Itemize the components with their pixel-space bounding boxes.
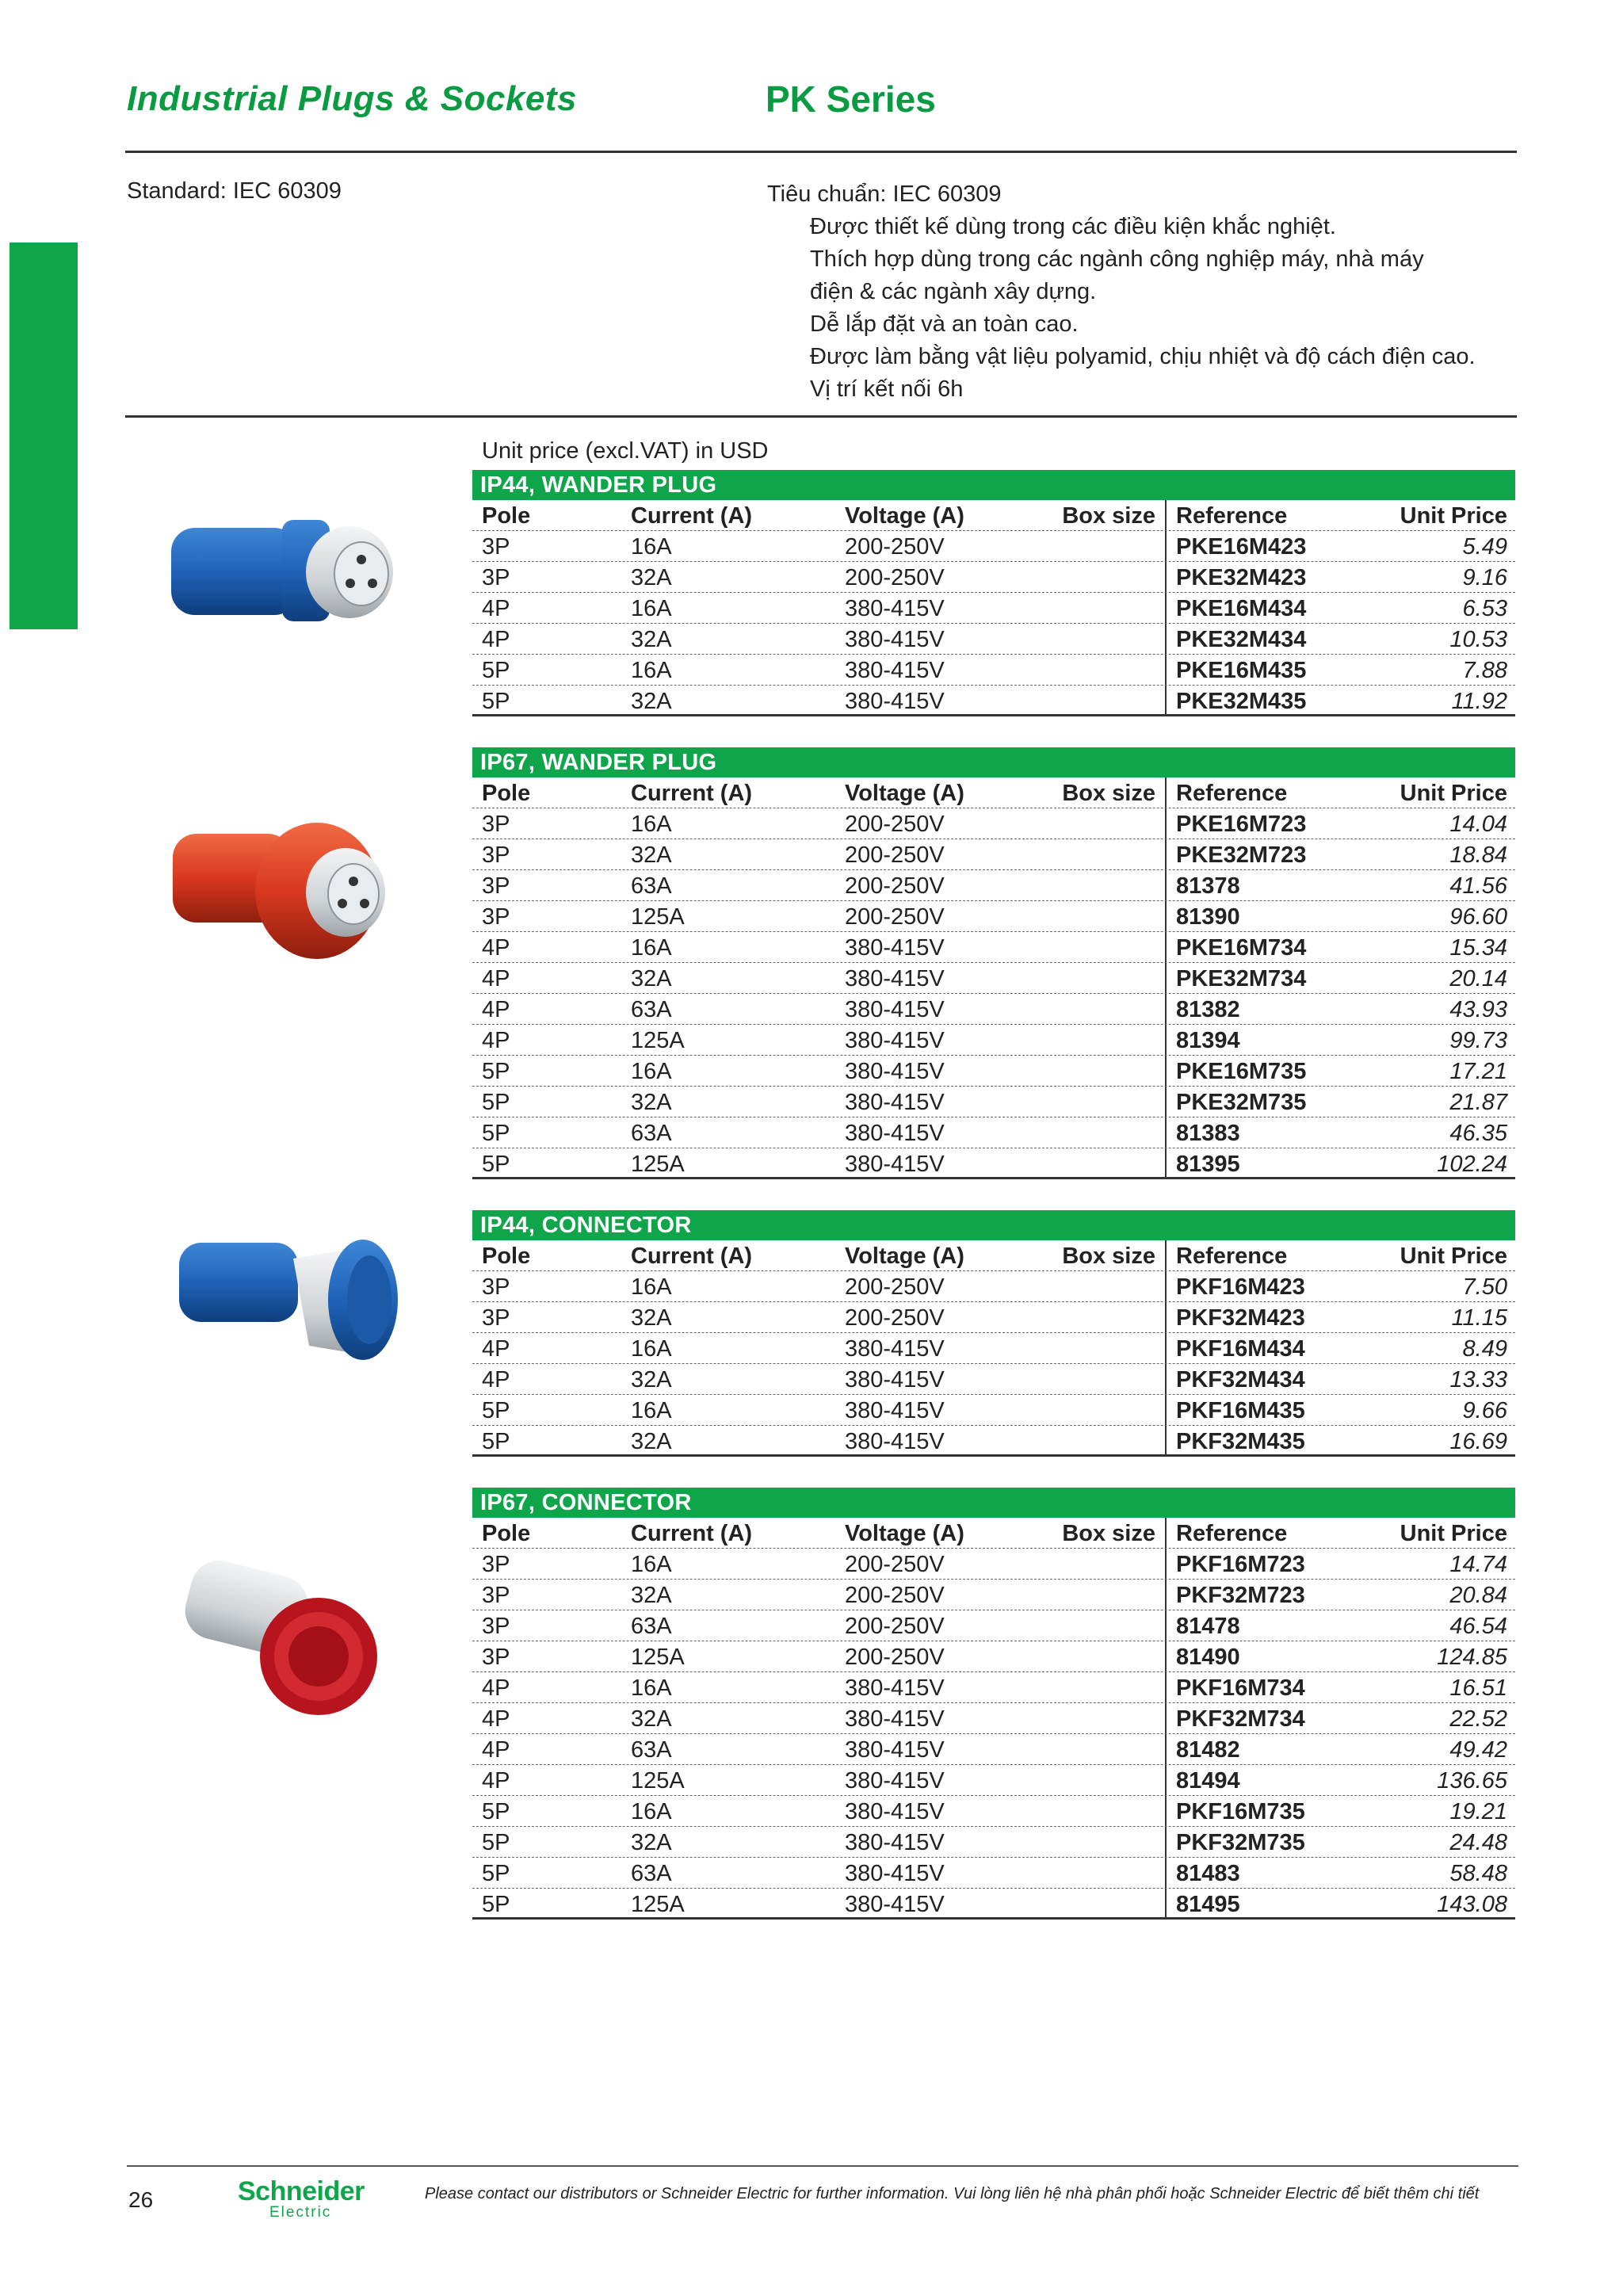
blue-connector-image [174,1227,404,1373]
current-cell: 125A [631,1152,685,1177]
table-body [472,531,1515,716]
current-cell: 63A [631,1737,672,1763]
reference-cell: PKE32M435 [1176,689,1307,714]
section-title: IP44, CONNECTOR [472,1210,1515,1240]
price-cell: 6.53 [1462,596,1507,621]
pole-cell: 5P [482,1398,510,1423]
reference-cell: 81478 [1176,1614,1240,1639]
col-pole: Pole [482,1521,531,1546]
reference-cell: PKE16M423 [1176,534,1307,560]
voltage-cell: 200-250V [845,1552,945,1577]
price-cell: 5.49 [1462,534,1507,560]
price-cell: 14.74 [1449,1552,1507,1577]
pole-cell: 3P [482,812,510,837]
col-reference: Reference [1176,1244,1288,1269]
table-row [472,870,1515,901]
price-cell: 16.69 [1449,1429,1507,1454]
current-cell: 125A [631,904,685,930]
voltage-cell: 200-250V [845,842,945,868]
voltage-cell: 380-415V [845,1768,945,1794]
voltage-cell: 380-415V [845,1799,945,1824]
voltage-cell: 200-250V [845,1645,945,1670]
voltage-cell: 200-250V [845,565,945,590]
pole-cell: 3P [482,1614,510,1639]
table-row [472,1364,1515,1395]
price-cell: 13.33 [1449,1367,1507,1392]
price-cell: 58.48 [1449,1861,1507,1886]
price-cell: 24.48 [1449,1830,1507,1855]
price-cell: 43.93 [1449,997,1507,1022]
pole-cell: 3P [482,1645,510,1670]
voltage-cell: 380-415V [845,997,945,1022]
current-cell: 16A [631,1059,672,1084]
current-cell: 32A [631,1429,672,1454]
voltage-cell: 380-415V [845,627,945,652]
voltage-cell: 380-415V [845,1737,945,1763]
current-cell: 16A [631,658,672,683]
table-row [472,1703,1515,1734]
table-row [472,1610,1515,1641]
current-cell: 16A [631,596,672,621]
col-box-size: Box size [1062,1521,1155,1546]
price-cell: 46.35 [1449,1121,1507,1146]
table-row [472,1672,1515,1703]
table-row [472,686,1515,716]
reference-cell: PKF16M734 [1176,1675,1305,1701]
current-cell: 125A [631,1645,685,1670]
pole-cell: 4P [482,1706,510,1732]
col-voltage: Voltage (A) [845,1521,964,1546]
red-wander-plug-image [166,815,404,969]
current-cell: 16A [631,1552,672,1577]
vn-feature-line: Được làm bằng vật liệu polyamid, chịu nhiệt và độ cách điện cao. [810,344,1476,369]
voltage-cell: 200-250V [845,873,945,899]
voltage-cell: 380-415V [845,1336,945,1362]
price-cell: 20.14 [1449,966,1507,991]
col-reference: Reference [1176,1521,1288,1546]
col-unit-price: Unit Price [1400,503,1507,529]
reference-cell: 81394 [1176,1028,1240,1053]
col-voltage: Voltage (A) [845,503,964,529]
reference-cell: PKE32M434 [1176,627,1307,652]
current-cell: 32A [631,627,672,652]
pole-cell: 4P [482,935,510,961]
current-cell: 32A [631,966,672,991]
col-reference: Reference [1176,503,1288,529]
reference-cell: PKE32M734 [1176,966,1307,991]
price-cell: 21.87 [1449,1090,1507,1115]
current-cell: 32A [631,1830,672,1855]
reference-cell: PKF16M723 [1176,1552,1305,1577]
voltage-cell: 380-415V [845,1121,945,1146]
current-cell: 32A [631,1090,672,1115]
voltage-cell: 380-415V [845,1706,945,1732]
reference-cell: PKE32M723 [1176,842,1307,868]
reference-cell: 81395 [1176,1152,1240,1177]
col-current: Current (A) [631,781,753,806]
footer-rule [127,2165,1518,2167]
current-cell: 16A [631,1274,672,1300]
pole-cell: 4P [482,627,510,652]
current-cell: 63A [631,1121,672,1146]
logo-sub: Electric [269,2204,332,2221]
table-row [472,1796,1515,1827]
price-cell: 41.56 [1449,873,1507,899]
current-cell: 16A [631,1675,672,1701]
section-ip44-connector [472,1210,1515,1457]
current-cell: 32A [631,1706,672,1732]
current-cell: 63A [631,1861,672,1886]
reference-cell: PKF32M735 [1176,1830,1305,1855]
vn-feature-line: điện & các ngành xây dựng. [810,279,1097,304]
current-cell: 32A [631,1305,672,1331]
table-row [472,901,1515,932]
col-current: Current (A) [631,503,753,529]
reference-cell: PKF32M423 [1176,1305,1305,1331]
footer-contact-note: Please contact our distributors or Schneider Electric for further information. Vui lòng liên hệ nhà phân phối hoặc Schneider Electric để biết thêm chi tiết [425,2185,1480,2202]
col-box-size: Box size [1062,1244,1155,1269]
price-cell: 14.04 [1449,812,1507,837]
table-row [472,994,1515,1025]
current-cell: 63A [631,997,672,1022]
section-title: IP67, CONNECTOR [472,1488,1515,1518]
reference-cell: PKE32M423 [1176,565,1307,590]
reference-cell: 81383 [1176,1121,1240,1146]
col-current: Current (A) [631,1244,753,1269]
pole-cell: 5P [482,1861,510,1886]
pole-cell: 5P [482,1799,510,1824]
pole-cell: 3P [482,1583,510,1608]
voltage-cell: 380-415V [845,1861,945,1886]
table-header-row [472,1518,1515,1549]
current-cell: 125A [631,1028,685,1053]
price-note: Unit price (excl.VAT) in USD [482,438,769,464]
voltage-cell: 380-415V [845,1152,945,1177]
table-row [472,1117,1515,1148]
pole-cell: 3P [482,842,510,868]
table-header-row [472,777,1515,808]
current-cell: 16A [631,534,672,560]
pole-cell: 3P [482,565,510,590]
reference-cell: 81390 [1176,904,1240,930]
voltage-cell: 380-415V [845,1028,945,1053]
table-row [472,1056,1515,1087]
price-cell: 20.84 [1449,1583,1507,1608]
reference-cell: 81378 [1176,873,1240,899]
reference-cell: 81490 [1176,1645,1240,1670]
side-section-tab [10,243,78,629]
vn-feature-line: Vị trí kết nối 6h [810,376,964,402]
vn-feature-line: Được thiết kế dùng trong các điều kiện khắc nghiệt. [810,214,1336,239]
section-ip67-wander-plug [472,747,1515,1179]
standard-english: Standard: IEC 60309 [127,178,342,204]
voltage-cell: 200-250V [845,1614,945,1639]
current-cell: 16A [631,1336,672,1362]
pole-cell: 5P [482,1090,510,1115]
pole-cell: 4P [482,997,510,1022]
table-row [472,1395,1515,1426]
table-row [472,624,1515,655]
price-cell: 18.84 [1449,842,1507,868]
vn-feature-line: Dễ lắp đặt và an toàn cao. [810,311,1079,337]
reference-cell: PKF32M734 [1176,1706,1305,1732]
pole-cell: 4P [482,1336,510,1362]
table-header-row [472,1240,1515,1271]
voltage-cell: 200-250V [845,534,945,560]
vn-standard: Tiêu chuẩn: IEC 60309 [767,181,1002,207]
table-row [472,562,1515,593]
reference-cell: 81382 [1176,997,1240,1022]
voltage-cell: 200-250V [845,1583,945,1608]
table-row [472,1087,1515,1117]
current-cell: 32A [631,1367,672,1392]
current-cell: 63A [631,873,672,899]
reference-cell: 81494 [1176,1768,1240,1794]
table-row [472,1889,1515,1920]
table-body [472,1549,1515,1920]
voltage-cell: 380-415V [845,1090,945,1115]
pole-cell: 4P [482,1367,510,1392]
vn-feature-line: Thích hợp dùng trong các ngành công nghiệp máy, nhà máy [810,246,1424,272]
reference-cell: 81495 [1176,1892,1240,1917]
table-row [472,1580,1515,1610]
col-box-size: Box size [1062,503,1155,529]
pole-cell: 4P [482,1028,510,1053]
pole-cell: 4P [482,596,510,621]
page-title: Industrial Plugs & Sockets [127,79,578,118]
col-pole: Pole [482,503,531,529]
reference-cell: PKF16M735 [1176,1799,1305,1824]
reference-cell: PKE16M435 [1176,658,1307,683]
voltage-cell: 380-415V [845,1892,945,1917]
voltage-cell: 380-415V [845,689,945,714]
voltage-cell: 380-415V [845,596,945,621]
current-cell: 16A [631,935,672,961]
pole-cell: 4P [482,1768,510,1794]
pole-cell: 5P [482,658,510,683]
price-cell: 143.08 [1437,1892,1507,1917]
reference-cell: PKE32M735 [1176,1090,1307,1115]
table-row [472,1025,1515,1056]
voltage-cell: 380-415V [845,966,945,991]
table-row [472,1734,1515,1765]
price-cell: 17.21 [1449,1059,1507,1084]
pole-cell: 5P [482,1892,510,1917]
current-cell: 16A [631,1799,672,1824]
table-body [472,808,1515,1179]
price-cell: 9.16 [1462,565,1507,590]
pole-cell: 4P [482,1737,510,1763]
col-box-size: Box size [1062,781,1155,806]
reference-cell: PKF16M423 [1176,1274,1305,1300]
table-row [472,1549,1515,1580]
table-row [472,1765,1515,1796]
table-body [472,1271,1515,1457]
col-unit-price: Unit Price [1400,1521,1507,1546]
voltage-cell: 200-250V [845,1305,945,1331]
col-current: Current (A) [631,1521,753,1546]
red-connector-image [182,1552,388,1722]
pole-cell: 3P [482,1305,510,1331]
series-title: PK Series [766,78,936,120]
price-cell: 22.52 [1449,1706,1507,1732]
section-ip44-wander-plug [472,470,1515,716]
vietnamese-description [767,178,1476,406]
current-cell: 125A [631,1892,685,1917]
col-reference: Reference [1176,781,1288,806]
reference-cell: PKF16M434 [1176,1336,1305,1362]
price-cell: 16.51 [1449,1675,1507,1701]
pole-cell: 3P [482,1274,510,1300]
price-cell: 102.24 [1437,1152,1507,1177]
price-cell: 9.66 [1462,1398,1507,1423]
table-row [472,531,1515,562]
table-row [472,1858,1515,1889]
section-title: IP44, WANDER PLUG [472,470,1515,500]
table-row [472,655,1515,686]
reference-cell: PKE16M734 [1176,935,1307,961]
current-cell: 125A [631,1768,685,1794]
reference-cell: PKF16M435 [1176,1398,1305,1423]
table-row [472,808,1515,839]
voltage-cell: 200-250V [845,1274,945,1300]
pole-cell: 3P [482,873,510,899]
table-row [472,1271,1515,1302]
section-ip67-connector [472,1488,1515,1920]
voltage-cell: 380-415V [845,935,945,961]
table-row [472,1302,1515,1333]
table-row [472,839,1515,870]
reference-cell: 81482 [1176,1737,1240,1763]
current-cell: 16A [631,1398,672,1423]
current-cell: 32A [631,842,672,868]
price-cell: 19.21 [1449,1799,1507,1824]
current-cell: 32A [631,565,672,590]
table-row [472,1333,1515,1364]
section-title: IP67, WANDER PLUG [472,747,1515,777]
col-pole: Pole [482,781,531,806]
reference-cell: PKF32M723 [1176,1583,1305,1608]
col-unit-price: Unit Price [1400,781,1507,806]
table-row [472,932,1515,963]
price-cell: 136.65 [1437,1768,1507,1794]
reference-cell: PKF32M434 [1176,1367,1305,1392]
price-cell: 49.42 [1449,1737,1507,1763]
reference-cell: 81483 [1176,1861,1240,1886]
col-voltage: Voltage (A) [845,781,964,806]
pole-cell: 3P [482,904,510,930]
pole-cell: 5P [482,1121,510,1146]
pole-cell: 5P [482,1059,510,1084]
reference-cell: PKE16M723 [1176,812,1307,837]
table-row [472,593,1515,624]
voltage-cell: 380-415V [845,658,945,683]
current-cell: 16A [631,812,672,837]
price-cell: 7.88 [1462,658,1507,683]
logo-brand: Schneider [238,2176,365,2206]
pole-cell: 5P [482,1152,510,1177]
current-cell: 63A [631,1614,672,1639]
price-cell: 15.34 [1449,935,1507,961]
table-header-row [472,500,1515,531]
schneider-logo [238,2178,365,2221]
table-row [472,1827,1515,1858]
header-rule [125,151,1517,153]
table-row [472,1148,1515,1179]
table-row [472,963,1515,994]
voltage-cell: 380-415V [845,1675,945,1701]
col-voltage: Voltage (A) [845,1244,964,1269]
pole-cell: 5P [482,689,510,714]
reference-cell: PKF32M435 [1176,1429,1305,1454]
table-row [472,1426,1515,1457]
reference-cell: PKE16M735 [1176,1059,1307,1084]
pole-cell: 4P [482,966,510,991]
blue-wander-plug-image [163,514,401,636]
pole-cell: 4P [482,1675,510,1701]
price-cell: 96.60 [1449,904,1507,930]
intro-rule [125,415,1517,418]
price-cell: 10.53 [1449,627,1507,652]
price-cell: 124.85 [1437,1645,1507,1670]
pole-cell: 5P [482,1429,510,1454]
current-cell: 32A [631,689,672,714]
pole-cell: 3P [482,534,510,560]
page-number: 26 [128,2187,154,2212]
price-cell: 99.73 [1449,1028,1507,1053]
voltage-cell: 380-415V [845,1429,945,1454]
reference-cell: PKE16M434 [1176,596,1307,621]
pole-cell: 5P [482,1830,510,1855]
voltage-cell: 380-415V [845,1830,945,1855]
price-cell: 11.15 [1451,1305,1507,1331]
current-cell: 32A [631,1583,672,1608]
voltage-cell: 380-415V [845,1367,945,1392]
table-row [472,1641,1515,1672]
voltage-cell: 380-415V [845,1059,945,1084]
voltage-cell: 200-250V [845,904,945,930]
col-unit-price: Unit Price [1400,1244,1507,1269]
pole-cell: 3P [482,1552,510,1577]
price-cell: 11.92 [1451,689,1507,714]
price-cell: 8.49 [1462,1336,1507,1362]
price-cell: 7.50 [1462,1274,1507,1300]
col-pole: Pole [482,1244,531,1269]
voltage-cell: 380-415V [845,1398,945,1423]
voltage-cell: 200-250V [845,812,945,837]
price-cell: 46.54 [1449,1614,1507,1639]
